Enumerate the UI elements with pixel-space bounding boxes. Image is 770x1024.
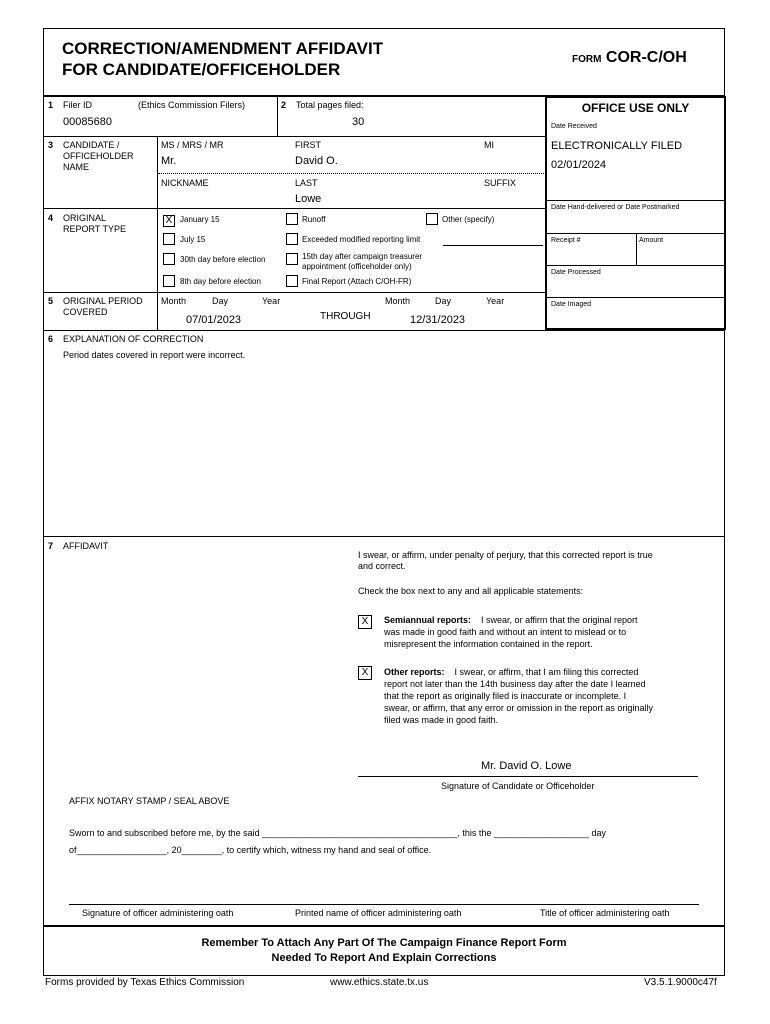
from-day-label: Day (212, 296, 229, 306)
section5-number: 5 (48, 296, 54, 306)
final-report-label: Final Report (Attach C/OH-FR) (302, 277, 412, 286)
other-reports-checkbox[interactable]: X (358, 666, 372, 680)
form-code (572, 49, 687, 67)
filer-id-sublabel: (Ethics Commission Filers) (138, 100, 246, 110)
original-period-label (63, 296, 143, 318)
label-line: CANDIDATE / (63, 140, 120, 150)
explanation-label: EXPLANATION OF CORRECTION (63, 334, 204, 344)
statement-line: that the report as originally filed is inaccurate or incomplete. I (384, 691, 627, 701)
from-year-label: Year (262, 296, 281, 306)
statement-line: report not later than the 14th business day after the date I learned (384, 679, 646, 689)
first-name-value[interactable]: David O. (295, 155, 338, 167)
from-month-label: Month (161, 296, 187, 306)
candidate-name-label (63, 140, 134, 173)
through-label: THROUGH (320, 311, 371, 322)
form-code-value: COR-C/OH (605, 49, 687, 66)
divider (546, 265, 725, 266)
section2-number: 2 (281, 100, 287, 110)
last-name-label: LAST (295, 178, 318, 188)
july-15-label: July 15 (180, 235, 206, 244)
day-15-treasurer-label (302, 252, 422, 272)
sworn-line-1: Sworn to and subscribed before me, by the said _______________________________________, this the ___________________ day (69, 828, 606, 838)
runoff-checkbox[interactable] (286, 213, 298, 225)
middle-initial-label: MI (484, 140, 494, 150)
final-report-checkbox[interactable] (286, 275, 298, 287)
suffix-label: SUFFIX (484, 178, 517, 188)
divider (43, 292, 546, 293)
nickname-label: NICKNAME (161, 178, 209, 188)
day-15-treasurer-checkbox[interactable] (286, 253, 298, 265)
label-line: NAME (63, 162, 90, 172)
statement-line: filed was made in good faith. (384, 715, 499, 725)
exceeded-limit-label: Exceeded modified reporting limit (302, 235, 421, 244)
statement-line: was made in good faith and without an intent to mislead or to (384, 627, 627, 637)
to-year-label: Year (486, 296, 505, 306)
form-prefix: FORM (572, 54, 602, 65)
footer-version: V3.5.1.9000c47f (644, 977, 717, 988)
semiannual-statement (384, 614, 637, 650)
reminder-line-2: Needed To Report And Explain Corrections (271, 952, 497, 964)
other-reports-text: I swear, or affirm, that I am filing this corrected (454, 667, 639, 677)
prefix-label: MS / MRS / MR (161, 140, 224, 150)
label-line: REPORT TYPE (63, 224, 127, 234)
swear-statement (358, 550, 653, 572)
footer-provided-by: Forms provided by Texas Ethics Commission (45, 977, 245, 988)
affidavit-label: AFFIDAVIT (63, 541, 109, 551)
divider (43, 925, 725, 927)
hand-delivered-label: Date Hand-delivered or Date Postmarked (551, 204, 680, 211)
signature-label: Signature of Candidate or Officeholder (441, 781, 595, 791)
statement-line: and correct. (358, 561, 406, 571)
office-use-title: OFFICE USE ONLY (581, 101, 690, 115)
section3-number: 3 (48, 140, 54, 150)
divider (277, 96, 278, 136)
filing-status: ELECTRONICALLY FILED (551, 140, 683, 152)
notary-label: AFFIX NOTARY STAMP / SEAL ABOVE (69, 796, 230, 806)
statement-line: I swear, or affirm, under penalty of perjury, that this corrected report is true (358, 550, 653, 560)
other-checkbox[interactable] (426, 213, 438, 225)
label-line: ORIGINAL PERIOD (63, 296, 143, 306)
semiannual-checkbox[interactable]: X (358, 615, 372, 629)
date-processed-label: Date Processed (551, 269, 601, 276)
statement-line (384, 614, 637, 626)
last-name-value[interactable]: Lowe (295, 193, 322, 205)
divider (546, 297, 725, 298)
section1-number: 1 (48, 100, 54, 110)
receipt-label: Receipt # (551, 237, 581, 244)
first-name-label: FIRST (295, 140, 321, 150)
date-imaged-label: Date Imaged (551, 301, 592, 308)
sworn-line-2: of__________________, 20________, to certify which, witness my hand and seal of office. (69, 845, 432, 855)
day-30-checkbox[interactable] (163, 253, 175, 265)
exceeded-limit-checkbox[interactable] (286, 233, 298, 245)
section4-number: 4 (48, 213, 54, 223)
name-divider (158, 173, 546, 174)
label-line: COVERED (63, 307, 108, 317)
semiannual-text: I swear, or affirm that the original report (481, 615, 638, 625)
period-from-value[interactable]: 07/01/2023 (186, 314, 242, 326)
section7-number: 7 (48, 541, 54, 551)
divider (43, 330, 725, 331)
date-received-label: Date Received (551, 123, 597, 130)
amount-label: Amount (639, 237, 664, 244)
semiannual-title: Semiannual reports: (384, 615, 472, 625)
officer-title-label: Title of officer administering oath (540, 908, 670, 918)
divider (43, 536, 725, 537)
period-to-value[interactable]: 12/31/2023 (410, 314, 466, 326)
report-type-label (63, 213, 126, 235)
section6-number: 6 (48, 334, 54, 344)
day-8-label: 8th day before election (180, 277, 261, 286)
divider (546, 200, 725, 201)
officer-printed-name-label: Printed name of officer administering oath (295, 908, 462, 918)
form-title-line1: CORRECTION/AMENDMENT AFFIDAVIT (62, 39, 384, 58)
label-line: 15th day after campaign treasurer (302, 252, 423, 261)
signer-name[interactable]: Mr. David O. Lowe (481, 760, 572, 772)
july-15-checkbox[interactable] (163, 233, 175, 245)
other-reports-title: Other reports: (384, 667, 445, 677)
officer-signature-label: Signature of officer administering oath (82, 908, 234, 918)
other-specify-line[interactable] (443, 245, 543, 246)
other-label: Other (specify) (442, 215, 495, 224)
prefix-value[interactable]: Mr. (161, 155, 177, 167)
total-pages-label: Total pages filed: (296, 100, 364, 110)
divider (157, 136, 158, 330)
january-15-checkbox[interactable]: X (163, 215, 175, 227)
label-line: OFFICEHOLDER (63, 151, 134, 161)
check-instruction: Check the box next to any and all applicable statements: (358, 586, 584, 596)
runoff-label: Runoff (302, 215, 326, 224)
label-line: appointment (officeholder only) (302, 262, 412, 271)
total-pages-value[interactable]: 30 (352, 116, 365, 128)
day-8-checkbox[interactable] (163, 275, 175, 287)
other-reports-statement (384, 666, 653, 726)
statement-line: misrepresent the information contained in the report. (384, 639, 593, 649)
office-use-box (545, 96, 726, 330)
divider (43, 136, 546, 137)
divider (43, 208, 546, 209)
statement-line: swear, or affirm, that any error or omission in the report as originally (384, 703, 653, 713)
to-day-label: Day (435, 296, 452, 306)
form-title-line2: FOR CANDIDATE/OFFICEHOLDER (62, 60, 341, 79)
filer-id-label: Filer ID (63, 100, 92, 110)
label-line: ORIGINAL (63, 213, 107, 223)
filing-status-date: 02/01/2024 (551, 159, 607, 171)
divider (636, 233, 637, 265)
january-15-label: January 15 (180, 215, 220, 224)
to-month-label: Month (385, 296, 411, 306)
statement-line (384, 666, 653, 678)
filer-id-value[interactable]: 00085680 (63, 116, 112, 128)
officer-signature-line (69, 904, 699, 905)
footer-website[interactable]: www.ethics.state.tx.us (330, 977, 429, 988)
signature-line (358, 776, 698, 777)
day-30-label: 30th day before election (180, 255, 266, 264)
reminder-line-1: Remember To Attach Any Part Of The Campaign Finance Report Form (201, 937, 567, 949)
explanation-value[interactable]: Period dates covered in report were incorrect. (63, 350, 246, 360)
